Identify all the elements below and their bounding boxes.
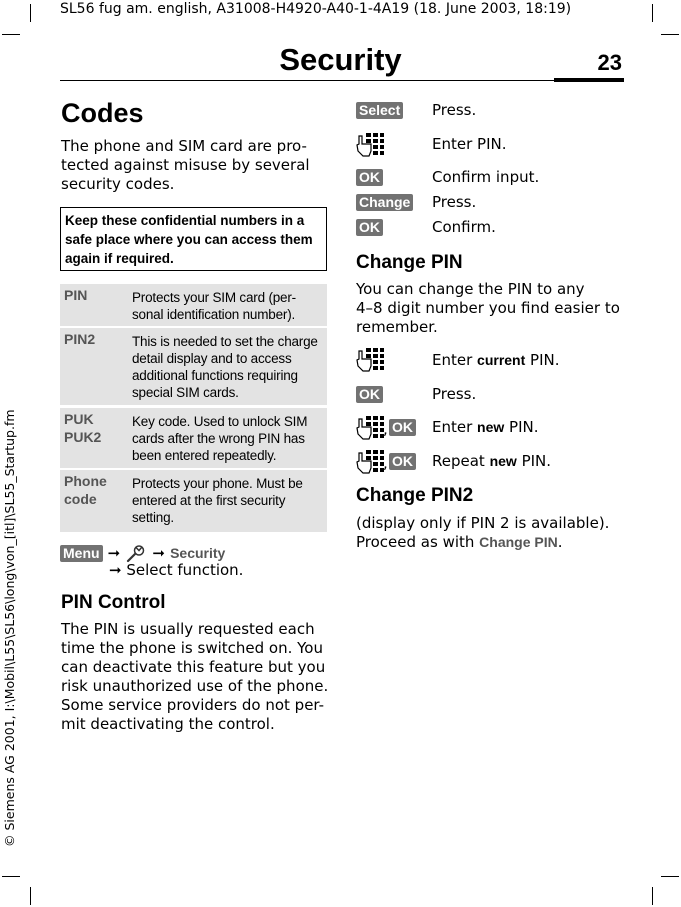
code-row-puk bbox=[60, 408, 327, 468]
ok-softkey[interactable]: OK bbox=[389, 419, 416, 436]
code-row-pin2 bbox=[60, 328, 327, 405]
keypad-icon bbox=[356, 448, 384, 474]
step-text: Repeat new PIN. bbox=[432, 452, 552, 470]
code-row-pin bbox=[60, 284, 327, 326]
step-text: Press. bbox=[432, 101, 477, 119]
page-number-rule bbox=[554, 78, 624, 82]
crop-mark bbox=[661, 34, 679, 35]
select-function-text: Select function. bbox=[126, 561, 244, 579]
code-description: Protects your phone. Must be entered at the first security setting. bbox=[132, 476, 303, 525]
step-text: Confirm. bbox=[432, 218, 496, 236]
header-rule bbox=[60, 80, 554, 81]
crop-mark bbox=[30, 887, 31, 905]
ok-softkey[interactable]: OK bbox=[356, 219, 383, 236]
change-pin-ref: Change PIN bbox=[479, 534, 558, 550]
ok-softkey[interactable]: OK bbox=[356, 386, 383, 403]
codes-intro: The phone and SIM card are pro- tected against misuse by several security codes. bbox=[61, 137, 310, 193]
copyright-sidebar: © Siemens AG 2001, I:\Mobil\L55\SL56\long\von_[itl]\SL55_Startup.fm bbox=[2, 409, 17, 847]
ok-softkey[interactable]: OK bbox=[389, 453, 416, 470]
separator: , bbox=[383, 420, 388, 438]
arrow-icon: ➞ bbox=[152, 544, 165, 562]
crop-mark bbox=[2, 34, 20, 35]
crop-mark bbox=[661, 876, 679, 877]
codes-heading: Codes bbox=[61, 98, 144, 128]
page-number: 23 bbox=[597, 50, 622, 75]
page-title: Security bbox=[279, 42, 402, 77]
code-description: This is needed to set the charge detail display and to access additional functions requiring special SIM cards. bbox=[132, 334, 318, 400]
select-softkey[interactable]: Select bbox=[356, 102, 403, 119]
code-name: PIN bbox=[64, 287, 88, 303]
change-softkey[interactable]: Change bbox=[356, 194, 413, 211]
step-text: Enter new PIN. bbox=[432, 418, 539, 436]
pin-control-heading: PIN Control bbox=[61, 592, 166, 613]
step-text: Enter current PIN. bbox=[432, 351, 560, 369]
code-description: Protects your SIM card (per- sonal identification number). bbox=[132, 290, 296, 322]
security-menu-ref: Security bbox=[170, 545, 226, 561]
pin-control-body: The PIN is usually requested each time the phone is switched on. You can deactivate this feature but you risk unauthorized use of the phone. Some service providers do not per- mit deactivating the control. bbox=[61, 620, 329, 733]
step-text: Confirm input. bbox=[432, 168, 540, 186]
code-name: PIN2 bbox=[64, 331, 96, 347]
menu-softkey[interactable]: Menu bbox=[60, 545, 103, 562]
crop-mark bbox=[2, 876, 20, 877]
select-function-line bbox=[109, 561, 243, 579]
crop-mark bbox=[652, 4, 653, 22]
keypad-icon bbox=[356, 346, 384, 372]
change-pin-body: You can change the PIN to any 4–8 digit number you find easier to remember. bbox=[356, 280, 620, 336]
crop-mark bbox=[652, 887, 653, 905]
crop-mark bbox=[30, 4, 31, 22]
step-text: Enter PIN. bbox=[432, 135, 507, 153]
code-name: Phone code bbox=[64, 473, 107, 507]
code-name: PUK PUK2 bbox=[64, 411, 102, 445]
code-row-phone-code bbox=[60, 470, 327, 532]
step-text: Press. bbox=[432, 193, 477, 211]
keypad-icon bbox=[356, 414, 384, 440]
confidential-note: Keep these confidential numbers in a safe place where you can access them again if required. bbox=[60, 207, 327, 271]
change-pin2-heading: Change PIN2 bbox=[356, 485, 474, 506]
change-pin2-body: (display only if PIN 2 is available). Proceed as with Change PIN. bbox=[356, 514, 610, 551]
step-text: Press. bbox=[432, 385, 477, 403]
ok-softkey[interactable]: OK bbox=[356, 169, 383, 186]
code-description: Key code. Used to unlock SIM cards after the wrong PIN has been entered repeatedly. bbox=[132, 414, 308, 463]
separator: , bbox=[383, 454, 388, 472]
file-info-header: SL56 fug am. english, A31008-H4920-A40-1-4A19 (18. June 2003, 18:19) bbox=[60, 1, 572, 17]
arrow-icon: ➞ bbox=[109, 561, 122, 579]
change-pin-heading: Change PIN bbox=[356, 252, 463, 273]
keypad-icon bbox=[356, 131, 384, 157]
arrow-icon: ➞ bbox=[107, 544, 121, 562]
